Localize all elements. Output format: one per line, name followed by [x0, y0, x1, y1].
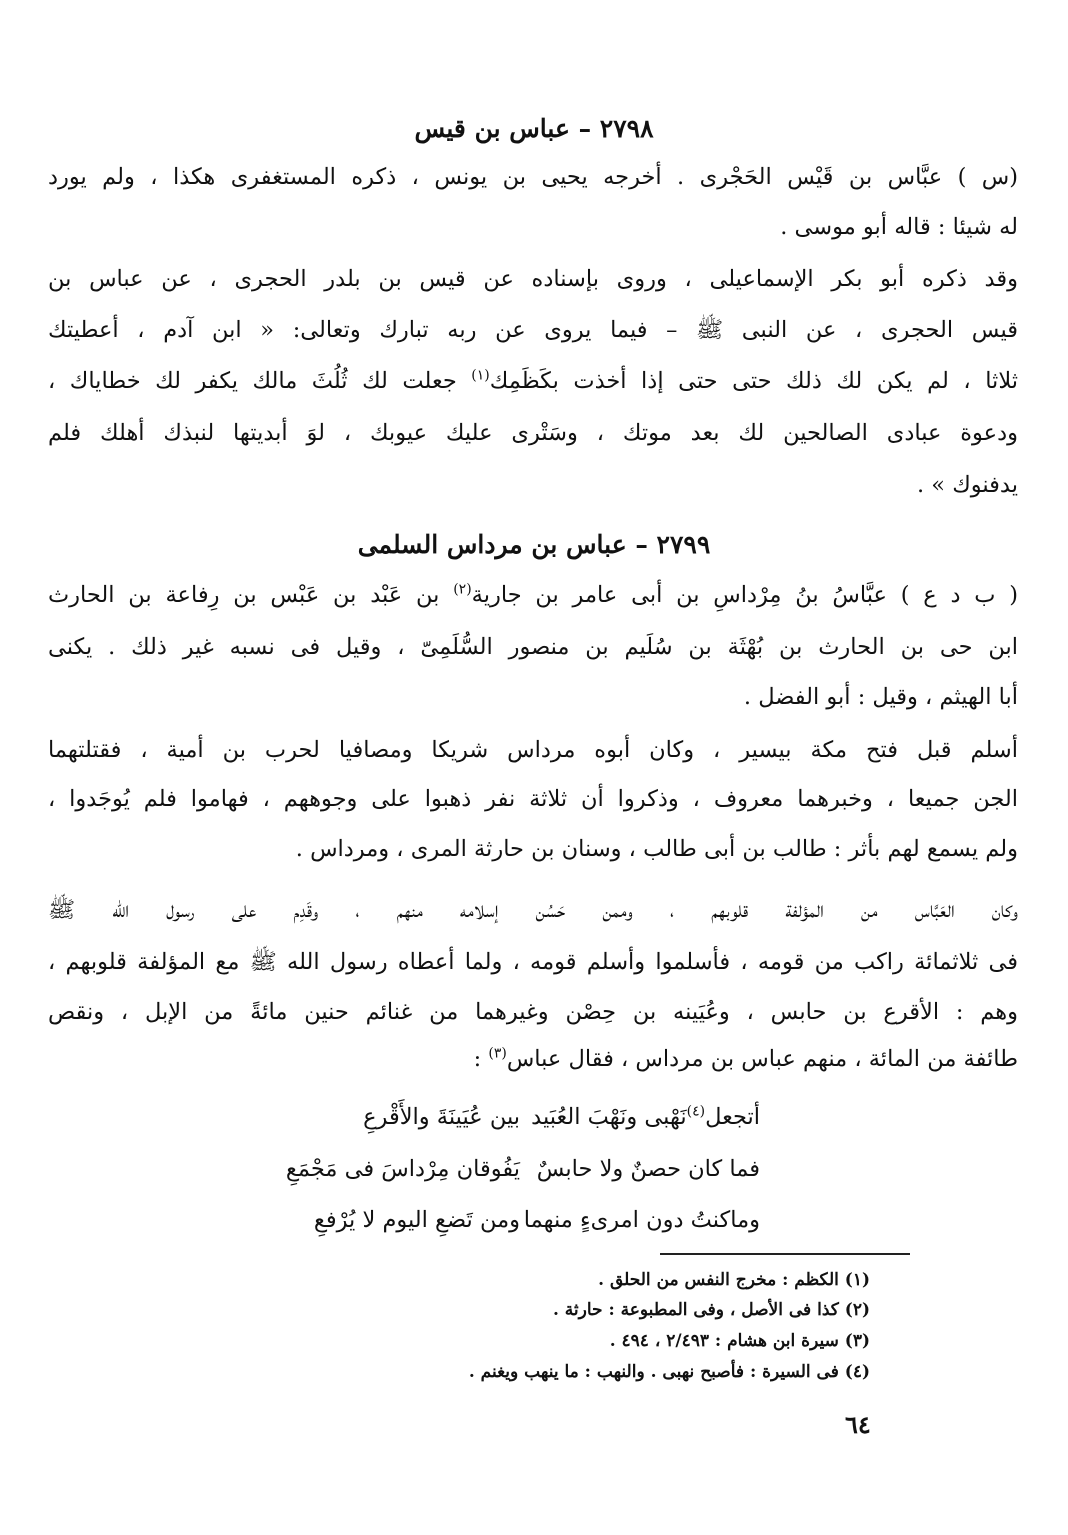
- line-part: جعلت لك ثُلُثَ مالك يكفر لك خطاياك ،: [48, 368, 457, 394]
- line-part: :: [473, 1046, 482, 1072]
- paragraph-line: أبا الهيثم ، وقيل : أبو الفضل .: [743, 684, 1018, 710]
- footnote-1: (١) الكظم : مخرج النفس من الحلق .: [598, 1270, 870, 1290]
- line-part: ( ب د ع ) عبَّاسُ بنُ مِرْداسِ بن أبى عامر بن جارية: [471, 582, 1018, 608]
- footnote-marker: (٢): [453, 581, 472, 598]
- footnote-marker: (١): [471, 367, 490, 384]
- footnote-marker: (٤): [686, 1103, 706, 1120]
- line-part: ثلاثا ، لم يكن لك ذلك حتى حتى إذا أخذت بكَظَمِك: [489, 368, 1019, 394]
- paragraph-line: [48, 578, 1018, 612]
- paragraph-line: له شيئا : قاله أبو موسى .: [780, 214, 1018, 240]
- page-number: ٦٤: [845, 1410, 871, 1439]
- verse-word: نَهْبى ونَهْبَ العُبَيد: [531, 1104, 687, 1130]
- footnote-4: (٤) فى السيرة : فأصبح نهبى . والنهب : ما ينهب ويغنم .: [468, 1362, 870, 1382]
- paragraph-line: ودعوة عبادى الصالحين لك بعد موتك ، وسَتْرى عليك عيوبك ، لوَ أبديتها لنبذك أهلك فلم: [48, 420, 1018, 446]
- paragraph-line: وكان العَبَّاس من المؤلفة قلوبهم ، وممن حَسُن إسلامه منهم ، وقَدِم على رسول الله ﷺ: [48, 897, 1018, 923]
- verse-2-first-hemistich: فما كان حصنٌ ولا حابسٌ: [536, 1156, 760, 1182]
- footnote-2: (٢) كذا فى الأصل ، وفى المطبوعة : حارثة .: [552, 1300, 870, 1320]
- paragraph-line: ابن حى بن الحارث بن بُهْثَة بن سُلَيم بن منصور السُّلَمِىّ ، وقيل فى نسبه غير ذلك . يكنى: [48, 634, 1019, 660]
- paragraph-line: وقد ذكره أبو بكر الإسماعيلى ، وروى بإسناده عن قيس بن بلدر الحجرى ، عن عباس بن: [48, 266, 1018, 292]
- entry-2799-heading: ٢٧٩٩ – عباس بن مرداس السلمى: [357, 530, 711, 559]
- line-part: طائفة من المائة ، منهم عباس بن مرداس ، فقال عباس: [506, 1046, 1018, 1072]
- verse-1-first-hemistich: [531, 1100, 760, 1134]
- verse-1-second-hemistich: بين عُيَينَةَ والأَقْرعِ: [363, 1104, 520, 1130]
- paragraph-line: [48, 1042, 1018, 1076]
- verse-3-first-hemistich: وماكنتُ دون امرىءٍ منهما: [523, 1207, 760, 1233]
- paragraph-line: ولم يسمع لهم بأثر : طالب بن أبى طالب ، وسنان بن حارثة المرى ، ومرداس .: [295, 836, 1018, 862]
- paragraph-line: [48, 364, 1018, 398]
- paragraph-line: أسلم قبل فتح مكة بيسير ، وكان أبوه مرداس شريكا ومصافيا لحرب بن أمية ، فقتلتهما: [48, 737, 1018, 763]
- footnote-divider: [660, 1253, 910, 1255]
- paragraph-line: قيس الحجرى ، عن النبى ﷺ – فيما يروى عن ربه تبارك وتعالى: « ابن آدم ، أعطيتك: [48, 317, 1018, 343]
- footnote-3: (٣) سيرة ابن هشام : ٢/٤٩٣ ، ٤٩٤ .: [609, 1331, 870, 1351]
- verse-2-second-hemistich: يَفُوقان مِرْداسَ فى مَجْمَعِ: [285, 1156, 520, 1182]
- paragraph-line: الجن جميعا ، وخبرهما معروف ، وذكروا أن ثلاثة نفر ذهبوا على وجوههم ، فهاموا فلم يُوجَدوا ،: [48, 786, 1018, 812]
- paragraph-line: (س ) عبَّاس بن قَيْس الحَجْرى . أخرجه يحيى بن يونس ، ذكره المستغفرى هكذا ، ولم يورد: [48, 164, 1018, 190]
- verse-word: أتجعل: [705, 1104, 760, 1130]
- paragraph-line: وهم : الأقرع بن حابس ، وعُيَينه بن حِصْن وغيرهما من غنائم حنين مائةً من الإبل ، ونقص: [48, 999, 1018, 1025]
- paragraph-line: فى ثلاثمائة راكب من قومه ، فأسلموا وأسلم قومه ، ولما أعطاه رسول الله ﷺ مع المؤلفة قلوبهم ،: [48, 949, 1018, 975]
- line-part: بن عَبْد بن عَبْس بن رِفاعة بن الحارث: [48, 582, 440, 608]
- entry-2798-heading: ٢٧٩٨ – عباس بن قيس: [414, 114, 654, 143]
- paragraph-line: يدفنوك » .: [916, 472, 1018, 498]
- verse-3-second-hemistich: ومن تَضعِ اليوم لا يُرْفعِ: [313, 1207, 520, 1233]
- footnote-marker: (٣): [488, 1045, 507, 1062]
